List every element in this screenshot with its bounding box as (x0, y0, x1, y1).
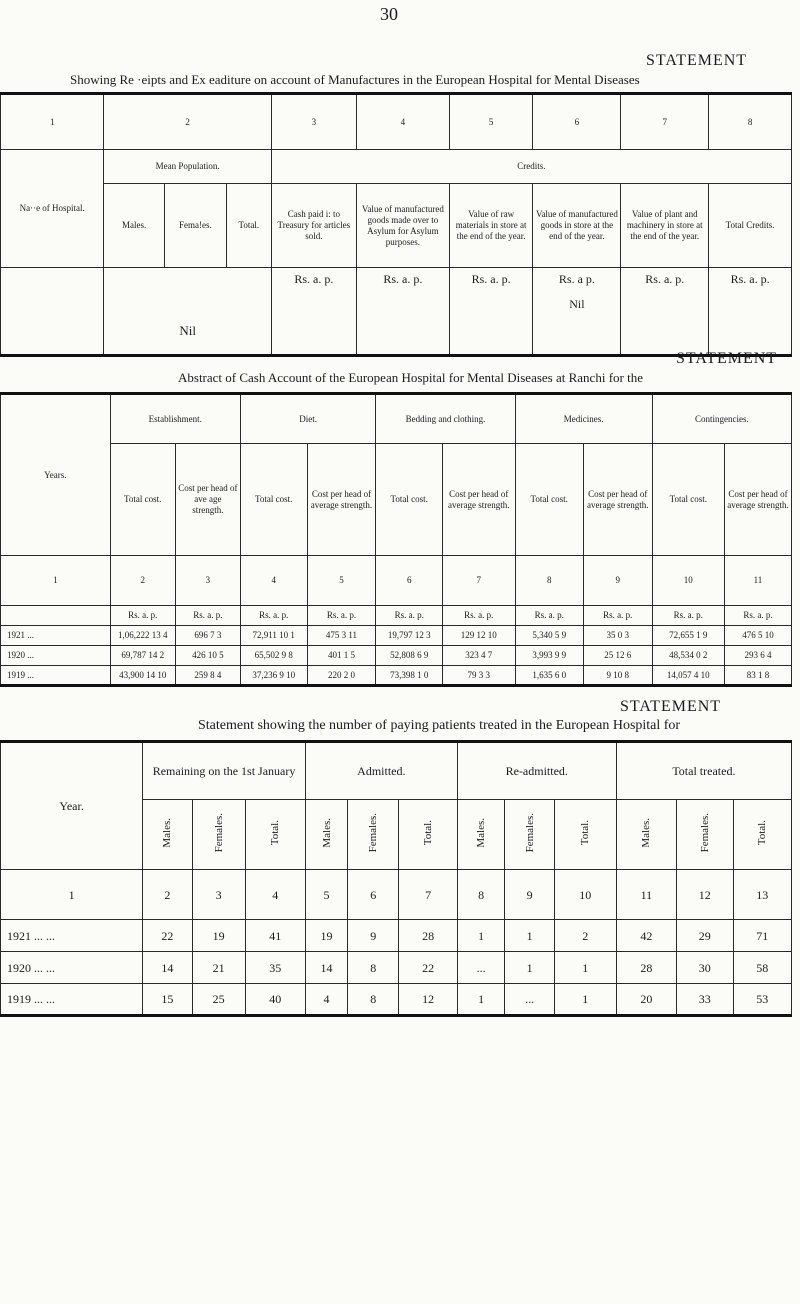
group-readmitted: Re-admitted. (457, 742, 616, 800)
subcol-total: Total. (756, 820, 769, 846)
group-bedding: Bedding and clothing. (376, 394, 515, 444)
group-establishment: Establishment. (110, 394, 240, 444)
units: Rs. a. p. (621, 268, 709, 356)
cell: 73,398 1 0 (376, 666, 443, 686)
col-num: 2 (104, 94, 271, 150)
subcol-total: Total. (269, 820, 282, 846)
cell: 1 (505, 952, 554, 984)
col-num: 7 (442, 556, 515, 606)
col-cost-per-head: Cost per head of average strength. (583, 444, 652, 556)
subcol-males: Males. (320, 818, 333, 848)
cell: 25 12 6 (583, 646, 652, 666)
col-num: 6 (533, 94, 621, 150)
cell: 401 1 5 (307, 646, 376, 666)
row-year: 1919 ... (1, 666, 111, 686)
cell: 25 (192, 984, 245, 1016)
group-admitted: Admitted. (305, 742, 457, 800)
statement2-table (0, 392, 792, 687)
col-num: 10 (652, 556, 724, 606)
col-year: Year. (1, 742, 143, 870)
col-cost-per-head: Cost per head of average strength. (307, 444, 376, 556)
cell: 9 (348, 920, 399, 952)
cell: 58 (733, 952, 791, 984)
cell: 1 (457, 920, 505, 952)
row-year: 1921 ... (1, 626, 111, 646)
col-total-cost: Total cost. (110, 444, 175, 556)
cell: 79 3 3 (442, 666, 515, 686)
cell: 1 (457, 984, 505, 1016)
subcol-females: Females. (523, 813, 536, 853)
statement1-table (0, 92, 792, 357)
col-num: 7 (621, 94, 709, 150)
cell: 19,797 12 3 (376, 626, 443, 646)
subcol-males: Males. (161, 818, 174, 848)
cell: 1 (554, 984, 616, 1016)
units: Rs. a. p. (515, 606, 583, 626)
subcol-males: Males. (475, 818, 488, 848)
cell: 19 (305, 920, 347, 952)
col-num: 5 (305, 870, 347, 920)
cell: 35 0 3 (583, 626, 652, 646)
col-num: 11 (724, 556, 791, 606)
col-num: 12 (676, 870, 733, 920)
cell: 42 (616, 920, 676, 952)
cell: 69,787 14 2 (110, 646, 175, 666)
cell: 476 5 10 (724, 626, 791, 646)
col-num: 10 (554, 870, 616, 920)
cell: 259 8 4 (175, 666, 240, 686)
cell: 14 (305, 952, 347, 984)
col-females: Fema!es. (164, 184, 226, 268)
cell: 28 (399, 920, 457, 952)
col-num: 3 (192, 870, 245, 920)
col-num: 9 (505, 870, 554, 920)
col-years: Years. (1, 394, 111, 556)
col-cost-per-head: Cost per head of average strength. (442, 444, 515, 556)
col-num: 8 (515, 556, 583, 606)
units: Rs. a. p. (709, 268, 792, 356)
nil-text: Nil (569, 297, 585, 311)
col-num: 8 (457, 870, 505, 920)
statement3-subheading: Statement showing the number of paying patients treated in the European Hospital for (198, 718, 681, 733)
cell: 29 (676, 920, 733, 952)
col-num: 1 (1, 556, 111, 606)
col-raw-materials: Value of raw materials in store at the end of the year. (449, 184, 533, 268)
units: Rs. a. p. (449, 268, 533, 356)
group-mean-population: Mean Population. (104, 150, 271, 184)
cell: 4 (305, 984, 347, 1016)
col-num: 7 (399, 870, 457, 920)
cell: 8 (348, 984, 399, 1016)
col-num: 2 (110, 556, 175, 606)
col-cost-per-head: Cost per head of ave age strength. (175, 444, 240, 556)
col-total-cost: Total cost. (652, 444, 724, 556)
col-plant: Value of plant and machinery in store at the end of the year. (621, 184, 709, 268)
subcol-females: Females. (367, 813, 380, 853)
col-total-cost: Total cost. (515, 444, 583, 556)
group-total-treated: Total treated. (616, 742, 791, 800)
cell: 37,236 9 10 (240, 666, 307, 686)
cell: 43,900 14 10 (110, 666, 175, 686)
row-year: 1920 ... ... (1, 952, 143, 984)
col-cost-per-head: Cost per head of average strength. (724, 444, 791, 556)
col-num: 4 (240, 556, 307, 606)
cell: 129 12 10 (442, 626, 515, 646)
nil-text: Nil (179, 323, 196, 338)
units: Rs. a p. (558, 272, 595, 286)
cell: 14 (143, 952, 192, 984)
col-num: 9 (583, 556, 652, 606)
cell: ... (505, 984, 554, 1016)
col-num: 6 (348, 870, 399, 920)
col-total: Total. (226, 184, 271, 268)
units: Rs. a. p. (110, 606, 175, 626)
units: Rs. a. p. (307, 606, 376, 626)
cell: 22 (399, 952, 457, 984)
subcol-females: Females. (698, 813, 711, 853)
cell: 71 (733, 920, 791, 952)
cell: 9 10 8 (583, 666, 652, 686)
col-total-cost: Total cost. (376, 444, 443, 556)
units: Rs. a. p. (271, 268, 356, 356)
cell: 3,993 9 9 (515, 646, 583, 666)
subcol-males: Males. (640, 818, 653, 848)
cell: 72,911 10 1 (240, 626, 307, 646)
statement3-table (0, 740, 792, 1017)
units: Rs. a. p. (356, 268, 449, 356)
cell: 30 (676, 952, 733, 984)
col-num: 8 (709, 94, 792, 150)
col-value-goods: Value of manufactured goods made over to Asylum for Asylum purposes. (356, 184, 449, 268)
cell: 1 (554, 952, 616, 984)
units: Rs. a. p. (175, 606, 240, 626)
cell: 65,502 9 8 (240, 646, 307, 666)
cell: 696 7 3 (175, 626, 240, 646)
cell: 72,655 1 9 (652, 626, 724, 646)
col-total-cost: Total cost. (240, 444, 307, 556)
col-manufactured-store: Value of manufactured goods in store at the end of the year. (533, 184, 621, 268)
col-cash: Cash paid i: to Treasury for articles sold. (271, 184, 356, 268)
col-total-credits: Total Credits. (709, 184, 792, 268)
col-num: 3 (175, 556, 240, 606)
col-hospital-name: Na··e of Hospital. (1, 150, 104, 268)
units: Rs. a. p. (724, 606, 791, 626)
cell: 20 (616, 984, 676, 1016)
statement1-subheading: Showing Re ·eipts and Ex eaditure on account of Manufactures in the European Hospital for Mental Diseases (70, 72, 640, 87)
col-num: 5 (307, 556, 376, 606)
group-contingencies: Contingencies. (652, 394, 791, 444)
cell: 1,06,222 13 4 (110, 626, 175, 646)
col-num: 6 (376, 556, 443, 606)
cell: 21 (192, 952, 245, 984)
cell: 12 (399, 984, 457, 1016)
col-num: 2 (143, 870, 192, 920)
units: Rs. a. p. (583, 606, 652, 626)
group-remaining: Remaining on the 1st January (143, 742, 306, 800)
cell: 426 10 5 (175, 646, 240, 666)
col-num: 1 (1, 94, 104, 150)
cell: 22 (143, 920, 192, 952)
subcol-total: Total. (422, 820, 435, 846)
row-year: 1921 ... ... (1, 920, 143, 952)
units: Rs. a. p. (652, 606, 724, 626)
col-num: 4 (356, 94, 449, 150)
cell: 48,534 0 2 (652, 646, 724, 666)
cell: 5,340 5 9 (515, 626, 583, 646)
col-num: 4 (245, 870, 305, 920)
cell: 28 (616, 952, 676, 984)
cell: 41 (245, 920, 305, 952)
subcol-total: Total. (579, 820, 592, 846)
cell: 19 (192, 920, 245, 952)
row-year: 1920 ... (1, 646, 111, 666)
col-num: 1 (1, 870, 143, 920)
cell: 1,635 6 0 (515, 666, 583, 686)
col-males: Males. (104, 184, 165, 268)
col-num: 11 (616, 870, 676, 920)
cell: 1 (505, 920, 554, 952)
group-diet: Diet. (240, 394, 375, 444)
cell: 2 (554, 920, 616, 952)
page-number: 30 (380, 4, 398, 24)
units: Rs. a. p. (240, 606, 307, 626)
statement3-heading: STATEMENT (620, 698, 722, 715)
statement1-heading: STATEMENT (646, 52, 748, 69)
cell: 293 6 4 (724, 646, 791, 666)
group-medicines: Medicines. (515, 394, 652, 444)
col-num: 5 (449, 94, 533, 150)
cell: 35 (245, 952, 305, 984)
col-num: 3 (271, 94, 356, 150)
cell: 8 (348, 952, 399, 984)
units: Rs. a. p. (376, 606, 443, 626)
cell: 33 (676, 984, 733, 1016)
cell: 323 4 7 (442, 646, 515, 666)
statement2-heading: STATEMENT (676, 350, 778, 367)
col-num: 13 (733, 870, 791, 920)
cell: 53 (733, 984, 791, 1016)
cell: 15 (143, 984, 192, 1016)
units: Rs. a. p. (442, 606, 515, 626)
cell: ... (457, 952, 505, 984)
cell: 40 (245, 984, 305, 1016)
cell: 220 2 0 (307, 666, 376, 686)
subcol-females: Females. (212, 813, 225, 853)
group-credits: Credits. (271, 150, 791, 184)
statement2-subheading: Abstract of Cash Account of the European Hospital for Mental Diseases at Ranchi for the (178, 370, 643, 385)
cell: 475 3 11 (307, 626, 376, 646)
cell: 14,057 4 10 (652, 666, 724, 686)
cell: 52,808 6 9 (376, 646, 443, 666)
row-year: 1919 ... ... (1, 984, 143, 1016)
cell: 83 1 8 (724, 666, 791, 686)
